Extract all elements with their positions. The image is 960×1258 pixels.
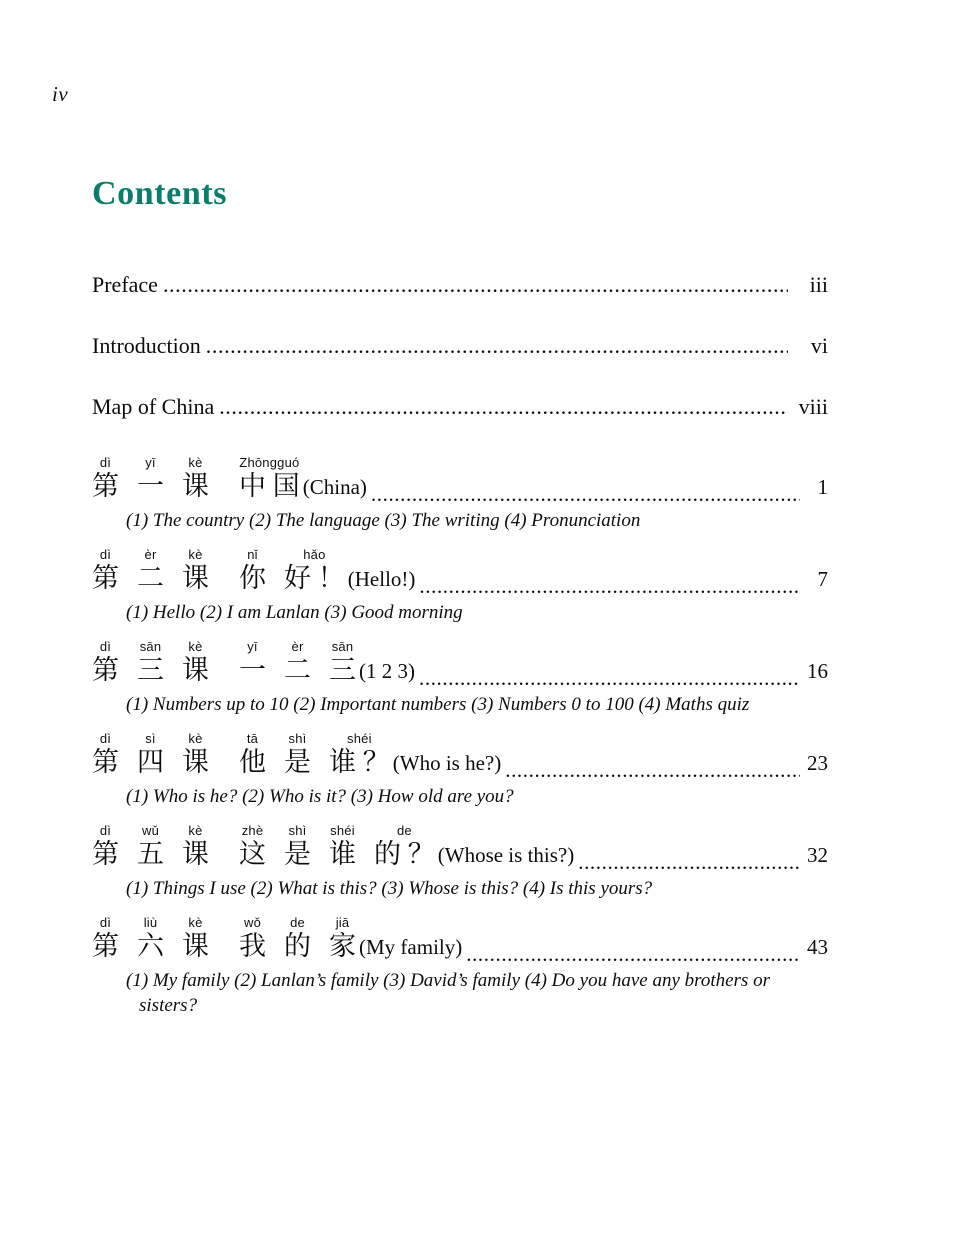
leader-dots bbox=[419, 576, 800, 594]
pinyin-text: de bbox=[396, 823, 412, 838]
leader-dots bbox=[163, 274, 788, 296]
hanzi-text: 二 bbox=[284, 655, 311, 685]
pinyin-text: dì bbox=[99, 455, 112, 470]
pinyin-text: shì bbox=[288, 731, 307, 746]
lesson-page-number: 16 bbox=[807, 659, 828, 683]
pinyin-text: wǒ bbox=[243, 915, 262, 930]
hanzi-text: 你 bbox=[239, 563, 266, 593]
hanzi-text: 课 bbox=[182, 931, 209, 961]
lesson-list bbox=[92, 455, 828, 1018]
hanzi-text: 他 bbox=[239, 747, 266, 777]
leader-dots bbox=[466, 944, 800, 962]
pinyin-text: kè bbox=[188, 731, 203, 746]
hanzi-text: 五 bbox=[137, 839, 164, 869]
hanzi-text: 中 国 bbox=[239, 471, 300, 501]
ruby-unit bbox=[182, 547, 209, 594]
ruby-unit bbox=[92, 455, 119, 502]
lesson-entry[interactable] bbox=[92, 823, 828, 901]
lesson-title-row bbox=[92, 455, 828, 502]
pinyin-text: jiā bbox=[335, 915, 350, 930]
lesson-entry[interactable] bbox=[92, 455, 828, 533]
hanzi-text: 谁 bbox=[329, 839, 356, 869]
ruby-unit bbox=[92, 731, 119, 778]
pinyin-text: shì bbox=[288, 823, 307, 838]
pinyin-text: dì bbox=[99, 547, 112, 562]
ruby-unit bbox=[182, 915, 209, 962]
lesson-entry[interactable] bbox=[92, 915, 828, 1018]
lesson-entry[interactable] bbox=[92, 547, 828, 625]
pinyin-text: hǎo bbox=[303, 547, 326, 562]
front-matter-list bbox=[92, 272, 828, 420]
lesson-title-chinese bbox=[92, 639, 356, 686]
pinyin-text: èr bbox=[291, 639, 304, 654]
page-title: Contents bbox=[92, 174, 228, 212]
ruby-unit bbox=[284, 823, 311, 870]
pinyin-text: èr bbox=[144, 547, 157, 562]
lesson-subtopics: (1) The country (2) The language (3) The writing (4) Pronunciation bbox=[126, 510, 641, 531]
hanzi-text: 好 ！ bbox=[284, 563, 345, 593]
ruby-unit bbox=[137, 639, 164, 686]
ruby-unit bbox=[137, 455, 164, 502]
leader-dots bbox=[371, 484, 800, 502]
hanzi-text: 是 bbox=[284, 747, 311, 777]
ruby-unit bbox=[239, 915, 266, 962]
hanzi-text: 我 bbox=[239, 931, 266, 961]
lesson-title-row bbox=[92, 547, 828, 594]
pinyin-text: Zhōngguó bbox=[239, 455, 300, 470]
hanzi-text: 第 bbox=[92, 839, 119, 869]
toc-entry-page: vi bbox=[810, 333, 828, 358]
pinyin-text: nǐ bbox=[247, 547, 258, 562]
ruby-unit bbox=[284, 547, 345, 594]
hanzi-text: 课 bbox=[182, 471, 209, 501]
ruby-unit bbox=[92, 639, 119, 686]
pinyin-text: tā bbox=[246, 731, 259, 746]
pinyin-text: yī bbox=[145, 455, 156, 470]
lesson-page-number: 43 bbox=[807, 935, 828, 959]
lesson-page-number: 23 bbox=[807, 751, 828, 775]
lesson-entry[interactable] bbox=[92, 731, 828, 809]
hanzi-text: 第 bbox=[92, 563, 119, 593]
lesson-title-translation: (China) bbox=[302, 475, 367, 499]
hanzi-text: 第 bbox=[92, 471, 119, 501]
pinyin-text: dì bbox=[99, 639, 112, 654]
lesson-subtopics: (1) Things I use (2) What is this? (3) Whose is this? (4) Is this yours? bbox=[126, 878, 653, 899]
lesson-title-chinese bbox=[92, 823, 435, 870]
ruby-unit bbox=[92, 823, 119, 870]
ruby-unit bbox=[182, 455, 209, 502]
pinyin-text: zhè bbox=[241, 823, 264, 838]
lesson-title-translation: (Hello!) bbox=[347, 567, 416, 591]
lesson-title-chinese bbox=[92, 915, 356, 962]
hanzi-text: 第 bbox=[92, 655, 119, 685]
lesson-title-chinese bbox=[92, 731, 390, 778]
lesson-subtopics: (1) My family (2) Lanlan’s family (3) David’s family (4) Do you have any brothers or sisters? bbox=[126, 970, 770, 1016]
ruby-unit bbox=[374, 823, 435, 870]
table-of-contents bbox=[92, 272, 828, 1032]
ruby-unit bbox=[92, 547, 119, 594]
lesson-title-chinese bbox=[92, 455, 300, 502]
ruby-unit bbox=[92, 915, 119, 962]
hanzi-text: 二 bbox=[137, 563, 164, 593]
hanzi-text: 的 bbox=[284, 931, 311, 961]
hanzi-text: 谁 ？ bbox=[329, 747, 390, 777]
hanzi-text: 四 bbox=[137, 747, 164, 777]
lesson-title-row bbox=[92, 639, 828, 686]
pinyin-text: dì bbox=[99, 731, 112, 746]
pinyin-text: sān bbox=[331, 639, 354, 654]
ruby-unit bbox=[239, 455, 300, 502]
hanzi-text: 六 bbox=[137, 931, 164, 961]
ruby-unit bbox=[284, 915, 311, 962]
ruby-unit bbox=[137, 731, 164, 778]
pinyin-text: yī bbox=[247, 639, 258, 654]
pinyin-text: kè bbox=[188, 455, 203, 470]
lesson-title-translation: (Who is he?) bbox=[392, 751, 502, 775]
pinyin-text: sān bbox=[139, 639, 162, 654]
toc-entry[interactable] bbox=[92, 333, 828, 359]
hanzi-text: 是 bbox=[284, 839, 311, 869]
lesson-title-row bbox=[92, 915, 828, 962]
pinyin-text: kè bbox=[188, 823, 203, 838]
pinyin-text: wǔ bbox=[141, 823, 160, 838]
hanzi-text: 一 bbox=[239, 655, 266, 685]
hanzi-text: 家 bbox=[329, 931, 356, 961]
lesson-title-translation: (Whose is this?) bbox=[437, 843, 575, 867]
ruby-unit bbox=[137, 915, 164, 962]
ruby-unit bbox=[329, 639, 356, 686]
ruby-unit bbox=[239, 823, 266, 870]
lesson-title-row bbox=[92, 731, 828, 778]
pinyin-text: sì bbox=[145, 731, 156, 746]
leader-dots bbox=[206, 335, 788, 357]
lesson-title-row bbox=[92, 823, 828, 870]
ruby-unit bbox=[329, 731, 390, 778]
lesson-title-translation: (My family) bbox=[359, 935, 463, 959]
pinyin-text: liù bbox=[143, 915, 158, 930]
leader-dots bbox=[505, 760, 800, 778]
hanzi-text: 一 bbox=[137, 471, 164, 501]
ruby-unit bbox=[284, 639, 311, 686]
pinyin-text: shéi bbox=[330, 823, 355, 838]
hanzi-text: 课 bbox=[182, 839, 209, 869]
leader-dots bbox=[219, 396, 788, 418]
lesson-page-number: 7 bbox=[817, 567, 828, 591]
pinyin-text: dì bbox=[99, 915, 112, 930]
toc-entry-label: Introduction bbox=[92, 333, 201, 358]
ruby-unit bbox=[239, 639, 266, 686]
leader-dots bbox=[578, 852, 800, 870]
lesson-entry[interactable] bbox=[92, 639, 828, 717]
ruby-unit bbox=[182, 731, 209, 778]
hanzi-text: 这 bbox=[239, 839, 266, 869]
hanzi-text: 第 bbox=[92, 931, 119, 961]
toc-entry-label: Map of China bbox=[92, 394, 215, 419]
lesson-title-chinese bbox=[92, 547, 345, 594]
ruby-unit bbox=[182, 823, 209, 870]
pinyin-text: shéi bbox=[347, 731, 372, 746]
hanzi-text: 课 bbox=[182, 747, 209, 777]
toc-entry-label: Preface bbox=[92, 272, 158, 297]
ruby-unit bbox=[329, 915, 356, 962]
ruby-unit bbox=[137, 823, 164, 870]
hanzi-text: 的 ？ bbox=[374, 839, 435, 869]
leader-dots bbox=[419, 668, 800, 686]
ruby-unit bbox=[239, 731, 266, 778]
lesson-subtopics: (1) Numbers up to 10 (2) Important numbers (3) Numbers 0 to 100 (4) Maths quiz bbox=[126, 694, 750, 715]
ruby-unit bbox=[329, 823, 356, 870]
toc-entry[interactable] bbox=[92, 272, 828, 298]
lesson-page-number: 32 bbox=[807, 843, 828, 867]
pinyin-text: kè bbox=[188, 639, 203, 654]
lesson-page-number: 1 bbox=[817, 475, 828, 499]
pinyin-text: dì bbox=[99, 823, 112, 838]
toc-entry-page: iii bbox=[809, 272, 828, 297]
hanzi-text: 三 bbox=[329, 655, 356, 685]
pinyin-text: kè bbox=[188, 547, 203, 562]
ruby-unit bbox=[284, 731, 311, 778]
ruby-unit bbox=[239, 547, 266, 594]
hanzi-text: 第 bbox=[92, 747, 119, 777]
lesson-title-translation: (1 2 3) bbox=[359, 659, 415, 683]
folio-page-number: iv bbox=[52, 82, 69, 106]
hanzi-text: 课 bbox=[182, 655, 209, 685]
ruby-unit bbox=[182, 639, 209, 686]
lesson-subtopics: (1) Who is he? (2) Who is it? (3) How old are you? bbox=[126, 786, 514, 807]
hanzi-text: 课 bbox=[182, 563, 209, 593]
lesson-subtopics: (1) Hello (2) I am Lanlan (3) Good morning bbox=[126, 602, 463, 623]
hanzi-text: 三 bbox=[137, 655, 164, 685]
toc-entry-page: viii bbox=[798, 394, 828, 419]
pinyin-text: de bbox=[290, 915, 305, 930]
ruby-unit bbox=[137, 547, 164, 594]
toc-entry[interactable] bbox=[92, 394, 828, 420]
pinyin-text: kè bbox=[188, 915, 203, 930]
